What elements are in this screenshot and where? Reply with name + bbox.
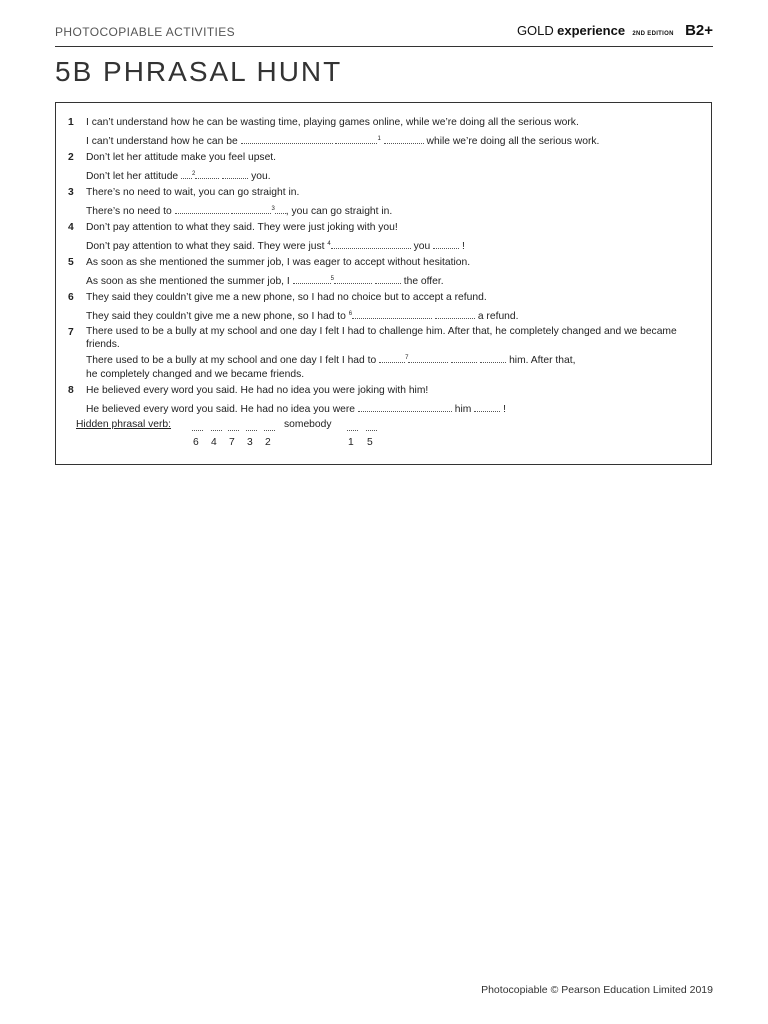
clue-number: 5	[330, 275, 334, 282]
rewrite-sentence: Don’t let her attitude $^2$ you.	[86, 167, 698, 186]
list-item	[68, 290, 698, 325]
clue-number: 4	[211, 437, 217, 448]
brand-experience-text: experience	[557, 23, 626, 38]
rewrite-sentence: Don’t pay attention to what they said. They were just $^4$ you !	[86, 237, 698, 256]
word-gap	[375, 272, 401, 284]
clue-number: 2	[265, 437, 271, 448]
page-title: 5B PHRASAL HUNT	[55, 56, 343, 87]
letter-gap	[228, 421, 239, 431]
letter-gap	[211, 421, 222, 431]
word-gap	[331, 237, 411, 249]
word-gap	[480, 351, 506, 363]
word-gap	[384, 132, 424, 144]
word-gap	[241, 132, 333, 144]
list-item	[68, 325, 698, 383]
rewrite-sentence: They said they couldn’t give me a new phone, so I had to $^6$ a refund.	[86, 307, 698, 326]
word-gap	[435, 307, 475, 319]
clue-number: 7	[229, 437, 235, 448]
word-gap	[175, 202, 229, 214]
item-number: 6	[68, 292, 74, 303]
rewrite-sentence: There used to be a bully at my school and one day I felt I had to $^7$ him. After that,	[86, 351, 698, 370]
clue-number: 7	[405, 355, 409, 361]
clue-number: 6	[348, 310, 353, 317]
header-section-label: PHOTOCOPIABLE ACTIVITIES	[55, 25, 236, 39]
rewrite-sentence: I can’t understand how he can be $^1$ while we’re doing all the serious work.	[86, 132, 698, 151]
list-item	[68, 185, 698, 220]
copyright-footer: Photocopiable © Pearson Education Limited 2019	[481, 984, 713, 996]
original-sentence: Don’t pay attention to what they said. They were just joking with you!	[86, 222, 398, 233]
word-gap	[451, 351, 477, 363]
letter-gap	[264, 421, 275, 431]
clue-number: 6	[193, 437, 199, 448]
word-gap	[335, 132, 377, 144]
brand-gold-text: GOLD	[516, 23, 554, 38]
word-gap	[358, 400, 452, 412]
list-item	[68, 255, 698, 290]
list-item	[68, 220, 698, 255]
exercise-box	[55, 102, 712, 465]
letter-gap	[192, 421, 203, 431]
item-number: 1	[68, 117, 74, 128]
clue-number: 1	[377, 135, 381, 142]
word-gap	[408, 351, 448, 363]
item-number: 7	[68, 327, 74, 338]
letter-gap	[347, 421, 358, 431]
word-gap	[181, 167, 192, 179]
original-sentence: Don’t let her attitude make you feel upset.	[86, 152, 277, 163]
clue-number: 5	[367, 437, 373, 448]
rewrite-sentence: He believed every word you said. He had no idea you were him !	[86, 400, 698, 419]
item-list	[68, 115, 698, 418]
brand-logo	[517, 22, 713, 39]
page-header	[55, 22, 713, 47]
original-sentence: There’s no need to wait, you can go straight in.	[86, 187, 300, 198]
item-number: 8	[68, 385, 74, 396]
clue-number: 1	[348, 437, 354, 448]
level-badge: B2+	[685, 22, 713, 39]
item-number: 2	[68, 152, 74, 163]
brand-edition-text: 2ND EDITION	[632, 31, 674, 37]
list-item	[68, 383, 698, 418]
hidden-verb-word: somebody	[284, 419, 332, 430]
rewrite-sentence: As soon as she mentioned the summer job, I $^5$ the offer.	[86, 272, 698, 291]
word-gap	[474, 400, 500, 412]
original-sentence: They said they couldn’t give me a new phone, so I had no choice but to accept a refund.	[86, 292, 487, 303]
rewrite-sentence-continued: he completely changed and we became friends.	[86, 368, 305, 380]
clue-number: 3	[271, 205, 275, 212]
word-gap	[195, 167, 219, 179]
rewrite-sentence: There’s no need to $^3$ , you can go straight in.	[86, 202, 698, 221]
word-gap	[231, 202, 271, 214]
word-gap	[275, 202, 286, 214]
letter-gap	[366, 421, 377, 431]
hidden-phrasal-verb	[76, 419, 676, 453]
word-gap	[379, 351, 405, 363]
word-gap	[334, 272, 372, 284]
letter-gap	[246, 421, 257, 431]
original-sentence: I can’t understand how he can be wasting time, playing games online, while we’re doing all the serious work.	[86, 117, 579, 128]
list-item	[68, 115, 698, 150]
word-gap	[293, 272, 331, 284]
clue-number: 3	[247, 437, 253, 448]
original-sentence: He believed every word you said. He had no idea you were joking with him!	[86, 385, 429, 396]
clue-number: 4	[327, 240, 331, 247]
original-sentence: As soon as she mentioned the summer job, I was eager to accept without hesitation.	[86, 257, 471, 268]
clue-number: 2	[192, 170, 196, 177]
word-gap	[222, 167, 248, 179]
list-item	[68, 150, 698, 185]
word-gap	[352, 307, 432, 319]
original-sentence: There used to be a bully at my school and one day I felt I had to challenge him. After that, he completely changed and we became friends.	[86, 326, 677, 350]
word-gap	[433, 237, 459, 249]
item-number: 3	[68, 187, 74, 198]
item-number: 4	[68, 222, 74, 233]
item-number: 5	[68, 257, 74, 268]
hidden-verb-label: Hidden phrasal verb:	[76, 419, 172, 430]
